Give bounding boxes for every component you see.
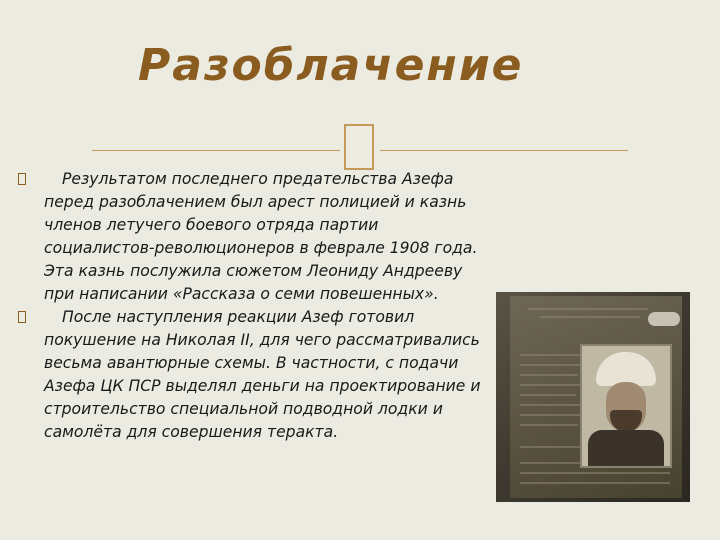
divider-line-right xyxy=(380,150,628,151)
document-text-line xyxy=(520,394,576,396)
square-bullet-icon xyxy=(18,173,26,185)
ornament-icon xyxy=(344,124,374,170)
paragraph-1 xyxy=(18,168,493,306)
paragraph-2 xyxy=(18,306,493,444)
document-text-line xyxy=(520,364,582,366)
portrait-photo xyxy=(580,344,672,468)
document-text-line xyxy=(520,354,580,356)
document-text-line xyxy=(520,404,582,406)
slide-body xyxy=(18,168,493,444)
document-text-line xyxy=(520,384,582,386)
hat xyxy=(596,352,656,386)
document-text-line xyxy=(520,424,578,426)
document-text-line xyxy=(520,472,670,474)
photo-badge xyxy=(648,312,680,326)
document-text-line xyxy=(520,374,578,376)
document-text-line xyxy=(520,482,670,484)
document-text-line xyxy=(520,414,580,416)
document-text-line xyxy=(528,308,648,310)
paragraph-text: Результатом последнего предательства Азефа перед разоблачением был арест полицией и казнь членов летучего боевого отряда партии социалистов-революционеров в феврале 1908 года. Эта казнь послужила сюжетом Леониду Андрееву при написании «Рассказа о семи повешенных». xyxy=(44,170,478,303)
slide-title: Разоблачение xyxy=(138,40,524,91)
coat xyxy=(588,430,664,466)
paragraph-text: После наступления реакции Азеф готовил покушение на Николая II, для чего рассматривались весьма авантюрные схемы. В частности, с подачи Азефа ЦК ПСР выделял деньги на проектирование и строительство специальной подводной лодки и самолёта для совершения теракта. xyxy=(44,308,481,441)
historical-document-photo xyxy=(496,292,690,502)
divider-line-left xyxy=(92,150,340,151)
document-text-line xyxy=(540,316,640,318)
square-bullet-icon xyxy=(18,311,26,323)
